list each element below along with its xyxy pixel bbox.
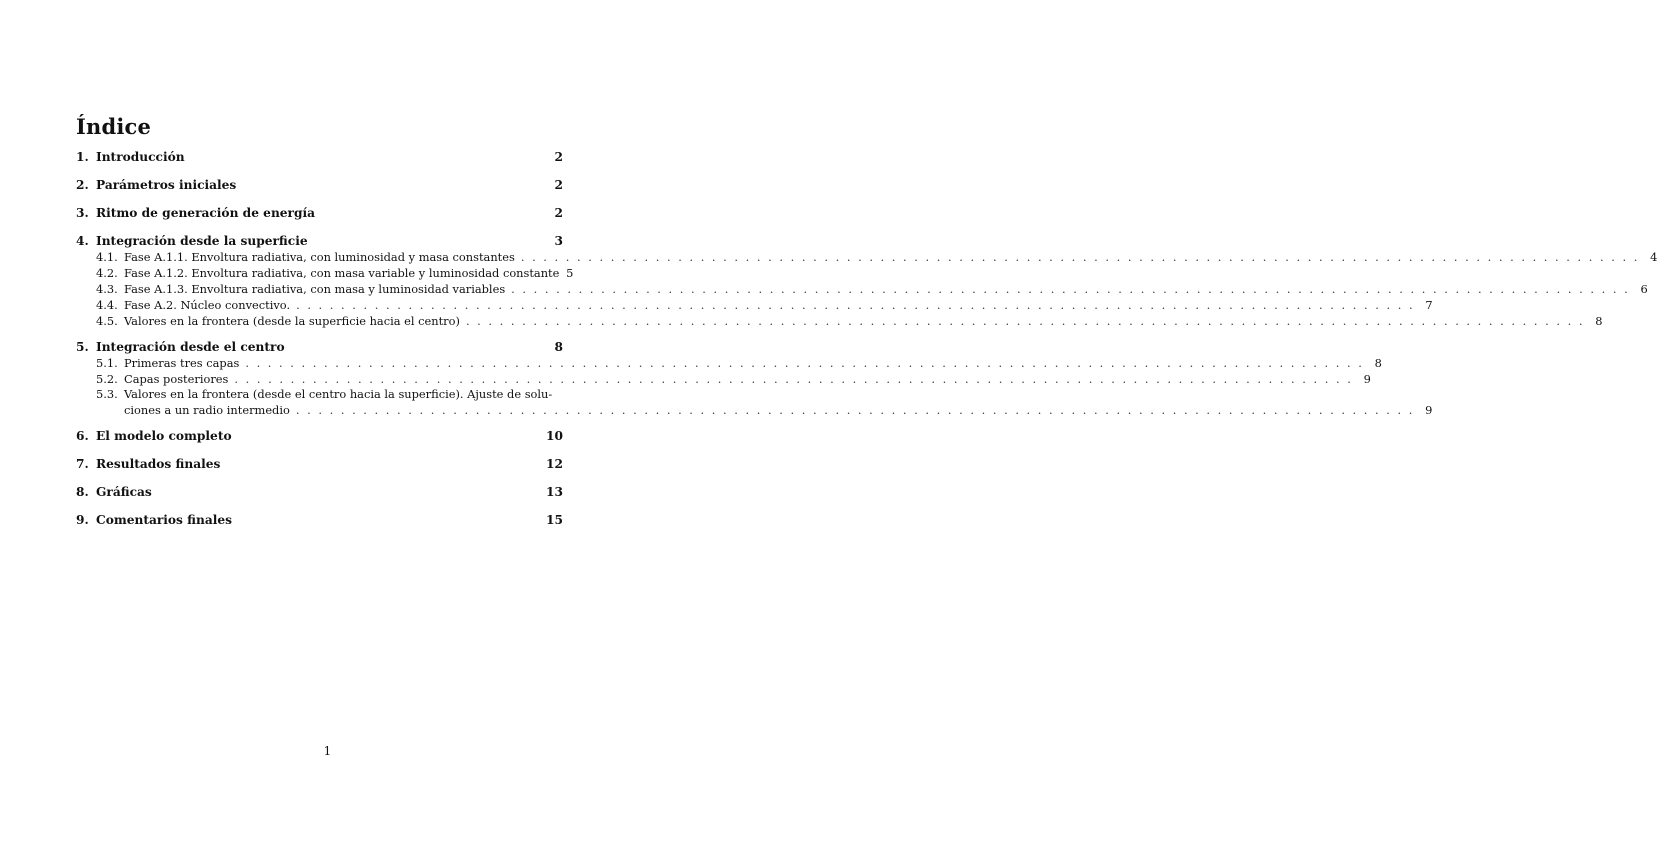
toc-subsection-5-2[interactable] [96,372,1371,388]
section-label: Ritmo de generación de energía [96,206,316,220]
toc-section-3[interactable] [76,206,563,222]
toc-section-7[interactable] [76,457,563,473]
section-page: 15 [546,513,563,527]
section-page: 13 [546,485,563,499]
toc-section-6[interactable] [76,429,563,445]
subsection-number: 4.5. [96,314,118,328]
section-page: 2 [554,178,563,192]
subsection-page: 6 [1640,282,1648,296]
subsection-number: 4.1. [96,250,118,264]
section-page: 8 [554,340,563,354]
section-label: Gráficas [96,485,152,499]
section-number: 8. [76,485,89,499]
page-number: 1 [323,744,332,758]
leader-dots [296,298,1413,312]
section-number: 7. [76,457,89,471]
subsection-label-continued: ciones a un radio intermedio [124,403,290,417]
toc-section-8[interactable] [76,485,563,501]
leader-dots [521,250,1638,264]
subsection-number: 4.2. [96,266,118,280]
toc-section-2[interactable] [76,178,563,194]
subsection-label: Fase A.1.1. Envoltura radiativa, con luminosidad y masa constantes [124,250,515,264]
section-label: Integración desde el centro [96,340,285,354]
section-page: 12 [546,457,563,471]
subsection-label: Fase A.1.3. Envoltura radiativa, con masa y luminosidad variables [124,282,506,296]
section-page: 10 [546,429,563,443]
section-number: 2. [76,178,89,192]
leader-dots [296,403,1413,417]
subsection-label: Fase A.1.2. Envoltura radiativa, con masa variable y luminosidad constante [124,266,560,280]
toc-subsection-4-2[interactable] [96,266,574,282]
subsection-number: 5.1. [96,356,118,370]
subsection-number: 4.4. [96,298,118,312]
section-page: 2 [554,150,563,164]
subsection-label: Capas posteriores [124,372,229,386]
section-number: 6. [76,429,89,443]
subsection-page: 4 [1650,250,1657,264]
toc-section-5[interactable] [76,340,563,356]
section-number: 1. [76,150,89,164]
section-number: 4. [76,234,89,248]
subsection-number: 5.2. [96,372,118,386]
toc-subsection-4-3[interactable] [96,282,1648,298]
toc-subsection-5-3[interactable] [96,387,1433,417]
toc-subsection-4-4[interactable] [96,298,1433,314]
section-label: Parámetros iniciales [96,178,237,192]
subsection-label: Primeras tres capas [124,356,240,370]
section-label: Comentarios finales [96,513,233,527]
toc-section-4[interactable] [76,234,563,250]
subsection-number: 5.3. [96,387,118,401]
subsection-label: Valores en la frontera (desde el centro hacia la superficie). Ajuste de solu- [124,387,553,401]
toc-section-1[interactable] [76,150,563,166]
section-label: Resultados finales [96,457,221,471]
subsection-page: 5 [566,266,574,280]
leader-dots [245,356,1362,370]
toc-title: Índice [76,114,152,139]
subsection-page: 7 [1425,298,1433,312]
subsection-page: 9 [1363,372,1371,386]
leader-dots [466,314,1583,328]
subsection-page: 8 [1595,314,1603,328]
subsection-page: 8 [1374,356,1382,370]
section-label: El modelo completo [96,429,232,443]
toc-subsection-4-5[interactable] [96,314,1603,330]
section-page: 3 [554,234,563,248]
subsection-page: 9 [1425,403,1433,417]
toc-subsection-5-1[interactable] [96,356,1382,372]
section-page: 2 [554,206,563,220]
section-number: 3. [76,206,89,220]
section-label: Integración desde la superficie [96,234,308,248]
subsection-label: Valores en la frontera (desde la superficie hacia el centro) [124,314,460,328]
toc-section-9[interactable] [76,513,563,529]
section-number: 9. [76,513,89,527]
section-label: Introducción [96,150,185,164]
leader-dots [234,372,1351,386]
toc-subsection-4-1[interactable] [96,250,1657,266]
section-number: 5. [76,340,89,354]
leader-dots [511,282,1628,296]
subsection-label: Fase A.2. Núcleo convectivo. [124,298,291,312]
subsection-number: 4.3. [96,282,118,296]
